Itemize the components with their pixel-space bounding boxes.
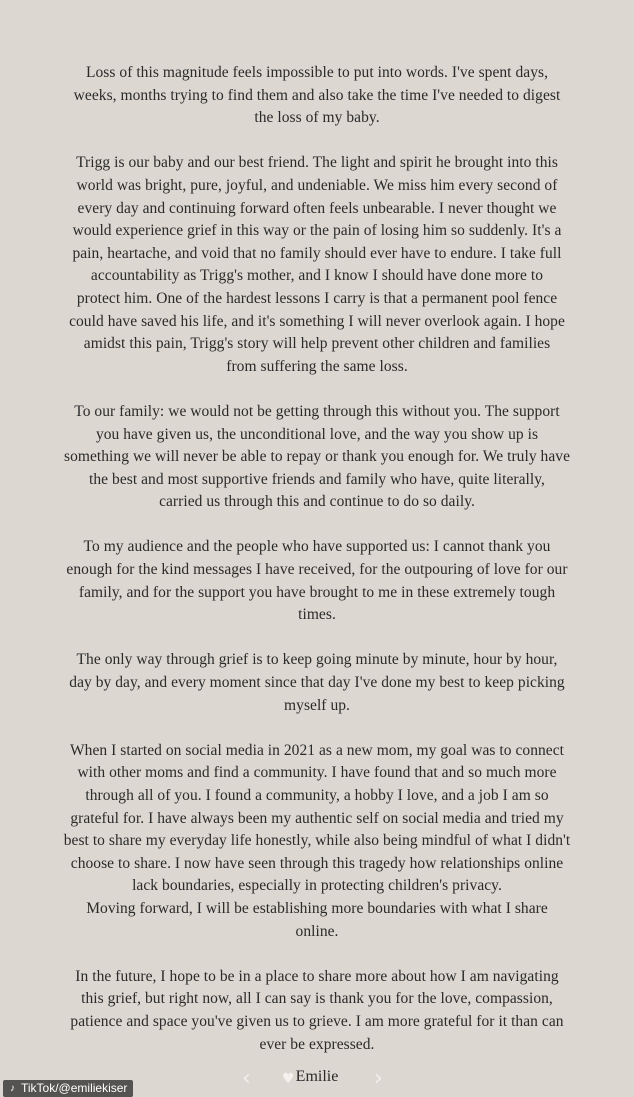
- letter-paragraph: The only way through grief is to keep going minute by minute, hour by hour, day by day, and every moment since that day I've done my best to keep picking myself up.: [69, 651, 565, 714]
- letter-paragraph: Loss of this magnitude feels impossible to put into words. I've spent days, weeks, months trying to find them and also take the time I've needed to digest the loss of my baby.: [73, 64, 561, 127]
- tiktok-icon: ♪: [10, 1083, 15, 1094]
- chevron-right-icon[interactable]: ›: [374, 1066, 383, 1091]
- letter-paragraph: When I started on social media in 2021 as a new mom, my goal was to connect with other moms and find a community. I have found that and so much more through all of you. I found a community, a hobby I love, and a job I am so grateful for. I have always been my authentic self on social media and tried my best to share my everyday life honestly, while also being mindful of what I didn't choose to share. I now have seen through this tragedy how relationships online lack boundaries, especially in protecting children's privacy. Moving forward, I will be establishing more boundaries with what I share online.: [63, 741, 571, 940]
- letter-paragraph: To our family: we would not be getting through this without you. The support you have given us, the unconditional love, and the way you show up is something we will never be able to repay or thank you enough for. We truly have the best and most supportive friends and family who have, quite literally, carried us through this and continue to do so daily.: [63, 402, 571, 511]
- heart-icon: ♥: [282, 1071, 295, 1087]
- letter-paragraph: In the future, I hope to be in a place to share more about how I am navigating this grief, but right now, all I can say is thank you for the love, compassion, patience and space you've given us to grieve. I am more grateful for it than can ever be expressed.: [70, 967, 564, 1053]
- letter-paragraph: To my audience and the people who have supported us: I cannot thank you enough for the kind messages I have received, for the outpouring of love for our family, and for the support you have brought to me in these extremely tough times.: [66, 538, 568, 624]
- signature: Emilie: [295, 1068, 339, 1085]
- letter-body: [20, 62, 614, 1056]
- letter-paragraph: Trigg is our baby and our best friend. The light and spirit he brought into this world was bright, pure, joyful, and undeniable. We miss him every second of every day and continuing forward often feels unbearable. I never thought we would experience grief in this way or the pain of losing him so suddenly. It's a pain, heartache, and void that no family should ever have to endure. I take full accountability as Trigg's mother, and I know I should have done more to protect him. One of the hardest lessons I carry is that a permanent pool fence could have saved his life, and it's something I will never overlook again. I hope amidst this pain, Trigg's story will help prevent other children and families from suffering the same loss.: [69, 154, 565, 375]
- watermark-text: TikTok/@emiliekiser: [21, 1081, 128, 1095]
- tiktok-watermark: [3, 1080, 133, 1097]
- chevron-left-icon[interactable]: ‹: [242, 1066, 251, 1091]
